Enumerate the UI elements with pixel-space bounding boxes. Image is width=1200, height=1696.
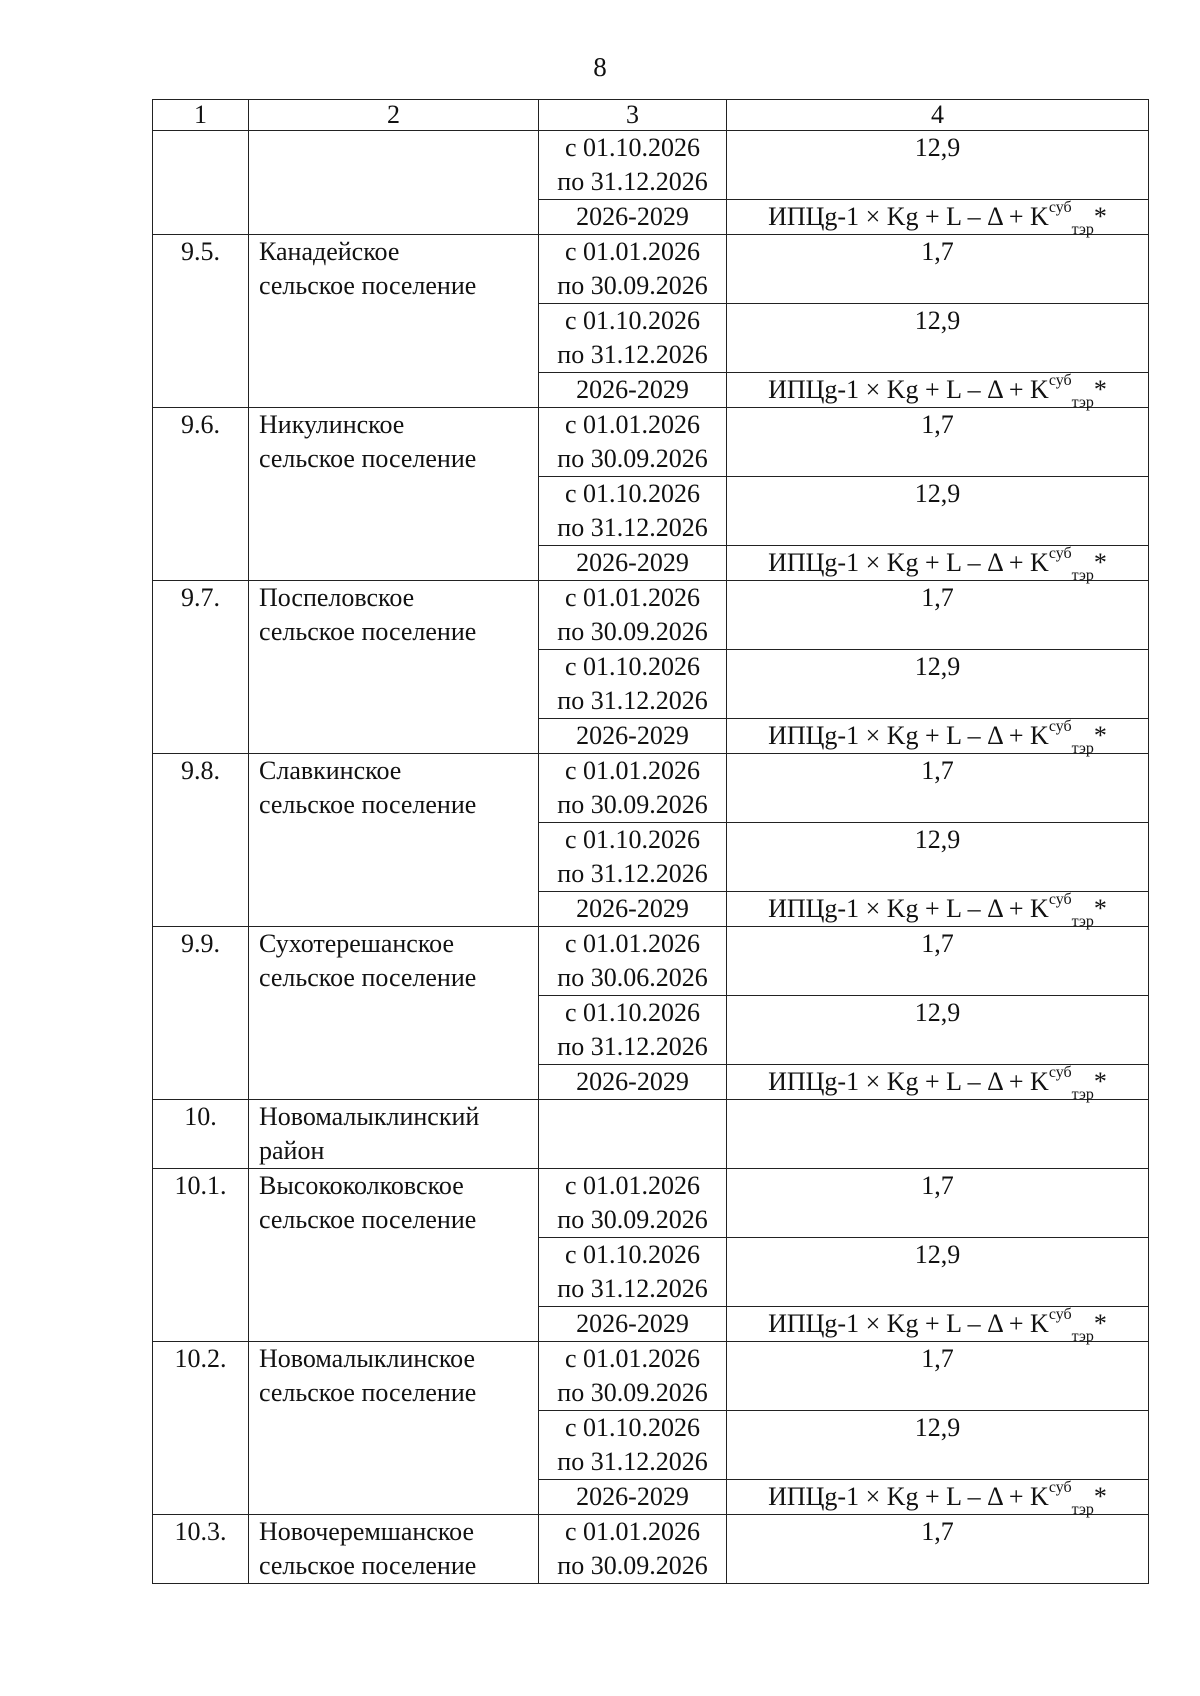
table-row (153, 927, 1149, 996)
period-cell (539, 1411, 727, 1480)
value-cell (727, 996, 1149, 1065)
formula-asterisk: * (1093, 548, 1107, 577)
number-cell: 10. (153, 1100, 249, 1169)
formula-asterisk: * (1093, 894, 1107, 923)
value-text: 1,7 (921, 756, 954, 785)
name-line: Новомалыклинский (259, 1102, 480, 1131)
value-cell (727, 891, 1149, 931)
period-line: с 01.01.2026 (564, 929, 701, 958)
period-cell (539, 1307, 727, 1342)
name-cell (249, 131, 539, 235)
period-line: с 01.10.2026 (564, 1240, 701, 1269)
period-cell (539, 477, 727, 546)
formula-subscript: тэр (1071, 394, 1094, 412)
formula (768, 1479, 1107, 1519)
formula-main: ИПЦg-1 × Kg + L – Δ + K (768, 202, 1049, 231)
value-text: 12,9 (914, 1240, 961, 1269)
value-text: 12,9 (914, 306, 961, 335)
period-line: по 30.09.2026 (557, 1551, 708, 1580)
formula-asterisk: * (1093, 1482, 1107, 1511)
formula (768, 545, 1107, 585)
value-cell (727, 581, 1149, 650)
formula (768, 372, 1107, 412)
value-cell (727, 545, 1149, 585)
name-line: Канадейское (259, 237, 400, 266)
name-line: Сухотерешанское (259, 929, 454, 958)
value-cell (727, 477, 1149, 546)
period-cell (539, 823, 727, 892)
name-cell (249, 1169, 539, 1342)
period-line: по 31.12.2026 (557, 686, 708, 715)
formula-subscript: тэр (1071, 913, 1094, 931)
period-line: по 30.09.2026 (557, 1205, 708, 1234)
period-line: по 31.12.2026 (557, 340, 708, 369)
period-cell (539, 1238, 727, 1307)
name-line: сельское поселение (259, 963, 477, 992)
formula-main: ИПЦg-1 × Kg + L – Δ + K (768, 1067, 1049, 1096)
name-cell (249, 1100, 539, 1169)
value-text: 12,9 (914, 479, 961, 508)
header-col-3: 3 (539, 100, 727, 131)
value-text: 1,7 (921, 1171, 954, 1200)
period-cell (539, 131, 727, 200)
table-row (153, 1169, 1149, 1238)
period-cell (539, 1100, 727, 1169)
period-cell (539, 927, 727, 996)
formula-asterisk: * (1093, 1309, 1107, 1338)
formula-asterisk: * (1093, 375, 1107, 404)
header-col-2: 2 (249, 100, 539, 131)
table-row (153, 1342, 1149, 1411)
value-cell (727, 372, 1149, 412)
period-line: по 30.09.2026 (557, 271, 708, 300)
formula-main: ИПЦg-1 × Kg + L – Δ + K (768, 721, 1049, 750)
value-text: 1,7 (921, 410, 954, 439)
period-line: 2026-2029 (576, 1067, 689, 1096)
formula (768, 1306, 1107, 1346)
formula-main: ИПЦg-1 × Kg + L – Δ + K (768, 1482, 1049, 1511)
name-cell (249, 1515, 539, 1584)
name-line: сельское поселение (259, 444, 477, 473)
name-line: Никулинское (259, 410, 405, 439)
header-col-4: 4 (727, 100, 1149, 131)
value-cell (727, 650, 1149, 719)
value-cell (727, 754, 1149, 823)
value-cell (727, 718, 1149, 758)
value-cell (727, 1238, 1149, 1307)
number-cell: 9.9. (153, 927, 249, 1100)
period-line: с 01.10.2026 (564, 306, 701, 335)
name-line: Новомалыклинское (259, 1344, 476, 1373)
formula-superscript: суб (1048, 372, 1072, 390)
formula-subscript: тэр (1071, 1328, 1094, 1346)
period-line: по 31.12.2026 (557, 859, 708, 888)
name-line: Поспеловское (259, 583, 415, 612)
formula (768, 1064, 1107, 1104)
period-line: с 01.10.2026 (564, 825, 701, 854)
value-cell (727, 1100, 1149, 1169)
period-line: с 01.01.2026 (564, 583, 701, 612)
formula-main: ИПЦg-1 × Kg + L – Δ + K (768, 548, 1049, 577)
formula-asterisk: * (1093, 1067, 1107, 1096)
period-line: 2026-2029 (576, 548, 689, 577)
formula-main: ИПЦg-1 × Kg + L – Δ + K (768, 1309, 1049, 1338)
value-text: 12,9 (914, 1413, 961, 1442)
period-line: с 01.01.2026 (564, 756, 701, 785)
value-cell (727, 1169, 1149, 1238)
name-line: сельское поселение (259, 1378, 477, 1407)
formula (768, 891, 1107, 931)
period-line: по 31.12.2026 (557, 1274, 708, 1303)
period-cell (539, 1480, 727, 1515)
period-cell (539, 1065, 727, 1100)
period-line: по 30.09.2026 (557, 1378, 708, 1407)
value-text: 1,7 (921, 1344, 954, 1373)
table-body (153, 131, 1149, 1584)
name-cell (249, 927, 539, 1100)
number-cell: 9.7. (153, 581, 249, 754)
period-line: с 01.10.2026 (564, 1413, 701, 1442)
name-cell (249, 754, 539, 927)
value-text: 1,7 (921, 929, 954, 958)
table-row (153, 235, 1149, 304)
value-cell (727, 1411, 1149, 1480)
name-cell (249, 1342, 539, 1515)
period-line: по 30.09.2026 (557, 790, 708, 819)
period-line: 2026-2029 (576, 1309, 689, 1338)
name-line: Новочеремшанское (259, 1517, 474, 1546)
period-line: с 01.01.2026 (564, 1517, 701, 1546)
period-line: с 01.10.2026 (564, 479, 701, 508)
value-text: 12,9 (914, 652, 961, 681)
period-cell (539, 1169, 727, 1238)
period-cell (539, 408, 727, 477)
table-row (153, 754, 1149, 823)
period-cell (539, 304, 727, 373)
formula-subscript: тэр (1071, 567, 1094, 585)
formula-main: ИПЦg-1 × Kg + L – Δ + K (768, 894, 1049, 923)
value-cell (727, 304, 1149, 373)
period-cell (539, 373, 727, 408)
period-cell (539, 650, 727, 719)
value-text: 1,7 (921, 237, 954, 266)
period-cell (539, 581, 727, 650)
table-row (153, 408, 1149, 477)
name-line: Славкинское (259, 756, 402, 785)
table-row (153, 1100, 1149, 1169)
value-cell (727, 1342, 1149, 1411)
name-cell (249, 235, 539, 408)
period-line: 2026-2029 (576, 1482, 689, 1511)
formula-superscript: суб (1048, 545, 1072, 563)
value-cell (727, 199, 1149, 239)
formula-superscript: суб (1048, 199, 1072, 217)
period-line: по 31.12.2026 (557, 513, 708, 542)
value-cell (727, 408, 1149, 477)
number-cell: 10.1. (153, 1169, 249, 1342)
value-cell (727, 235, 1149, 304)
name-line: сельское поселение (259, 790, 477, 819)
period-line: с 01.10.2026 (564, 998, 701, 1027)
period-line: 2026-2029 (576, 202, 689, 231)
number-cell: 9.8. (153, 754, 249, 927)
formula-subscript: тэр (1071, 1501, 1094, 1519)
period-cell (539, 1515, 727, 1584)
formula-asterisk: * (1093, 202, 1107, 231)
value-cell (727, 1306, 1149, 1346)
table-row (153, 1515, 1149, 1584)
formula-superscript: суб (1048, 718, 1072, 736)
name-cell (249, 581, 539, 754)
value-cell (727, 131, 1149, 200)
page-number: 8 (593, 52, 607, 82)
period-cell (539, 1342, 727, 1411)
value-cell (727, 1479, 1149, 1519)
formula-superscript: суб (1048, 1479, 1072, 1497)
formula-subscript: тэр (1071, 1086, 1094, 1104)
header-row (153, 100, 1149, 131)
formula-subscript: тэр (1071, 221, 1094, 239)
value-cell (727, 1064, 1149, 1104)
number-cell: 10.3. (153, 1515, 249, 1584)
number-cell: 9.6. (153, 408, 249, 581)
name-line: сельское поселение (259, 1551, 477, 1580)
number-cell: 9.5. (153, 235, 249, 408)
formula-subscript: тэр (1071, 740, 1094, 758)
period-cell (539, 892, 727, 927)
period-line: с 01.01.2026 (564, 237, 701, 266)
name-line: Высококолковское (259, 1171, 464, 1200)
period-line: с 01.10.2026 (564, 652, 701, 681)
period-line: по 31.12.2026 (557, 167, 708, 196)
period-line: с 01.10.2026 (564, 133, 701, 162)
period-cell (539, 996, 727, 1065)
table-row (153, 581, 1149, 650)
tariff-table (152, 99, 1149, 1584)
period-line: с 01.01.2026 (564, 410, 701, 439)
number-cell: 10.2. (153, 1342, 249, 1515)
value-text: 12,9 (914, 998, 961, 1027)
period-cell (539, 200, 727, 235)
period-cell (539, 235, 727, 304)
period-cell (539, 546, 727, 581)
period-line: 2026-2029 (576, 721, 689, 750)
value-text: 12,9 (914, 825, 961, 854)
formula-superscript: суб (1048, 1306, 1072, 1324)
period-line: по 30.09.2026 (557, 617, 708, 646)
period-line: 2026-2029 (576, 894, 689, 923)
value-cell (727, 1515, 1149, 1584)
header-col-1: 1 (153, 100, 249, 131)
period-cell (539, 754, 727, 823)
value-cell (727, 823, 1149, 892)
period-line: по 31.12.2026 (557, 1447, 708, 1476)
period-line: с 01.01.2026 (564, 1171, 701, 1200)
name-line: сельское поселение (259, 271, 477, 300)
period-line: с 01.01.2026 (564, 1344, 701, 1373)
formula-superscript: суб (1048, 891, 1072, 909)
value-text: 1,7 (921, 1517, 954, 1546)
value-text: 12,9 (914, 133, 961, 162)
value-cell (727, 927, 1149, 996)
formula (768, 718, 1107, 758)
formula (768, 199, 1107, 239)
period-cell (539, 719, 727, 754)
formula-main: ИПЦg-1 × Kg + L – Δ + K (768, 375, 1049, 404)
value-text: 1,7 (921, 583, 954, 612)
number-cell (153, 131, 249, 235)
period-line: по 31.12.2026 (557, 1032, 708, 1061)
name-line: сельское поселение (259, 617, 477, 646)
name-line: район (259, 1136, 325, 1165)
name-line: сельское поселение (259, 1205, 477, 1234)
period-line: по 30.09.2026 (557, 444, 708, 473)
formula-superscript: суб (1048, 1064, 1072, 1082)
name-cell (249, 408, 539, 581)
period-line: по 30.06.2026 (557, 963, 708, 992)
formula-asterisk: * (1093, 721, 1107, 750)
table-row (153, 131, 1149, 200)
period-line: 2026-2029 (576, 375, 689, 404)
